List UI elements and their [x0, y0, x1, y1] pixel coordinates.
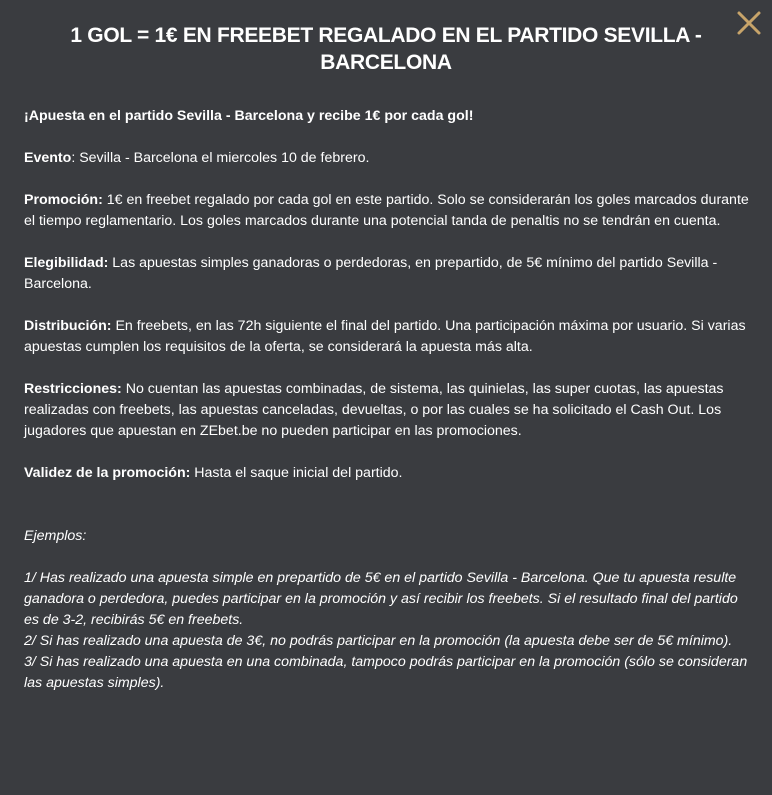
section-label: Evento	[24, 150, 72, 166]
section-label: Restricciones:	[24, 381, 122, 397]
section-promocion	[24, 190, 752, 232]
example-item: 1/ Has realizado una apuesta simple en prepartido de 5€ en el partido Sevilla - Barcelona. Que tu apuesta resulte ganadora o perdedora, puedes participar en la promoción y así recibir los freebets. Si el resultado final del partido es de 3-2, recibirás 5€ en freebets.	[24, 570, 738, 628]
section-text: No cuentan las apuestas combinadas, de sistema, las quinielas, las super cuotas, las apuestas realizadas con freebets, las apuestas canceladas, devueltas, o por las cuales se ha solicitado el Cash Out. Los jugadores que apuestan en ZEbet.be no pueden participar en las promociones.	[24, 381, 724, 439]
section-text: Hasta el saque inicial del partido.	[190, 465, 403, 481]
section-text: 1€ en freebet regalado por cada gol en este partido. Solo se considerarán los goles marcados durante el tiempo reglamentario. Los goles marcados durante una potencial tanda de penaltis no se tendrán en cuenta.	[24, 192, 749, 229]
section-distribucion	[24, 316, 752, 358]
section-elegibilidad	[24, 253, 752, 295]
section-validez	[24, 463, 752, 484]
section-label: Distribución:	[24, 318, 112, 334]
promo-terms	[24, 106, 752, 694]
examples-section	[24, 526, 752, 694]
section-label: Validez de la promoción:	[24, 465, 191, 481]
section-separator: :	[71, 150, 76, 166]
section-evento	[24, 148, 752, 169]
intro-text: ¡Apuesta en el partido Sevilla - Barcelona y recibe 1€ por cada gol!	[24, 108, 474, 124]
examples-heading: Ejemplos:	[24, 528, 87, 544]
section-restricciones	[24, 379, 752, 442]
section-label: Elegibilidad:	[24, 255, 109, 271]
section-text: Las apuestas simples ganadoras o perdedoras, en prepartido, de 5€ mínimo del partido Sevilla - Barcelona.	[24, 255, 718, 292]
section-label: Promoción:	[24, 192, 103, 208]
example-item: 2/ Si has realizado una apuesta de 3€, no podrás participar en la promoción (la apuesta debe ser de 5€ mínimo).	[24, 633, 733, 649]
example-item: 3/ Si has realizado una apuesta en una combinada, tampoco podrás participar en la promoción (sólo se consideran las apuestas simples).	[24, 654, 748, 691]
modal-title: 1 GOL = 1€ EN FREEBET REGALADO EN EL PARTIDO SEVILLA - BARCELONA	[70, 24, 702, 74]
section-text: Sevilla - Barcelona el miercoles 10 de febrero.	[75, 150, 370, 166]
section-text: En freebets, en las 72h siguiente el final del partido. Una participación máxima por usuario. Si varias apuestas cumplen los requisitos de la oferta, se considerará la apuesta más alta.	[24, 318, 746, 355]
